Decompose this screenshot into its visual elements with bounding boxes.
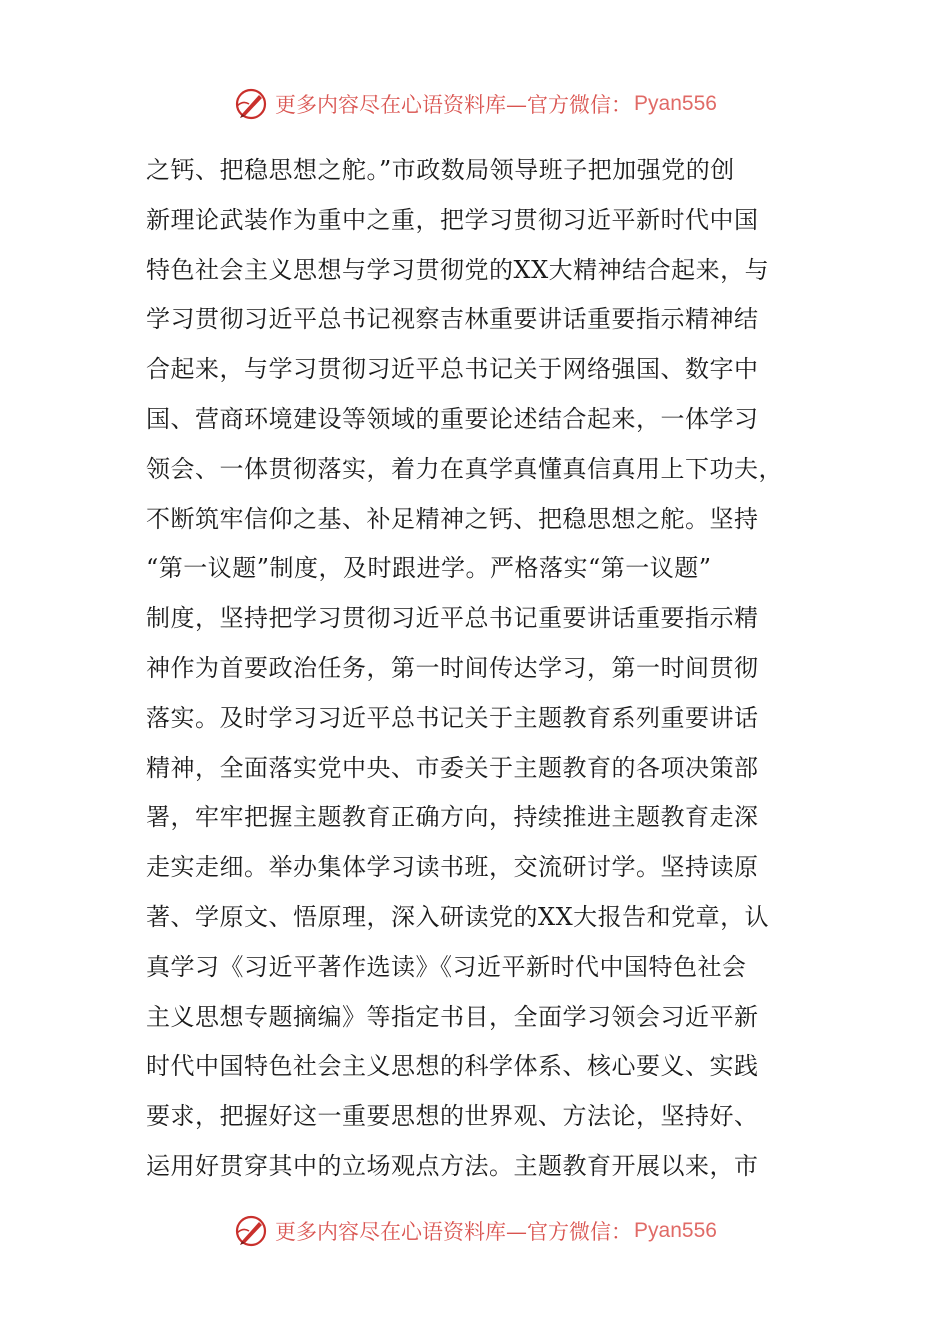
text-line: “第一议题”制度，及时跟进学。严格落实“第一议题” [146, 554, 712, 583]
text-line: 运用好贯穿其中的立场观点方法。主题教育开展以来，市 [146, 1151, 759, 1180]
text-line: 之钙、把稳思想之舵。”市政数局领导班子把加强党的创 [146, 156, 735, 184]
header-banner-text: 更多内容尽在心语资料库—官方微信： [275, 93, 633, 117]
text-line: 署，牢牢把握主题教育正确方向，持续推进主题教育走深 [146, 803, 759, 832]
footer-banner [0, 1211, 950, 1251]
footer-wechat-id: Pyan556 [634, 1219, 717, 1242]
pen-circle-logo-icon [233, 1213, 269, 1249]
text-line: 走实走细。举办集体学习读书班，交流研讨学。坚持读原 [146, 853, 759, 882]
text-line: 国、营商环境建设等领域的重要论述结合起来，一体学习 [146, 404, 759, 433]
text-line: 特色社会主义思想与学习贯彻党的XX大精神结合起来，与 [146, 255, 770, 284]
text-line: 著、学原文、悟原理，深入研读党的XX大报告和党章，认 [146, 902, 770, 931]
document-body [146, 146, 816, 1192]
text-line: 神作为首要政治任务，第一时间传达学习，第一时间贯彻 [146, 653, 759, 682]
text-line: 时代中国特色社会主义思想的科学体系、核心要义、实践 [146, 1052, 759, 1081]
text-line: 不断筑牢信仰之基、补足精神之钙、把稳思想之舵。坚持 [146, 504, 759, 533]
text-line: 合起来，与学习贯彻习近平总书记关于网络强国、数字中 [146, 355, 759, 384]
header-banner [0, 84, 950, 124]
text-line: 要求，把握好这一重要思想的世界观、方法论，坚持好、 [146, 1102, 759, 1131]
text-line: 新理论武装作为重中之重，把学习贯彻习近平新时代中国 [146, 205, 759, 234]
text-line: 主义思想专题摘编》等指定书目，全面学习领会习近平新 [146, 1002, 759, 1031]
pen-circle-logo-icon [233, 86, 269, 122]
footer-banner-text: 更多内容尽在心语资料库—官方微信： [275, 1220, 633, 1244]
text-line: 学习贯彻习近平总书记视察吉林重要讲话重要指示精神结 [146, 305, 759, 334]
text-line: 领会、一体贯彻落实，着力在真学真懂真信真用上下功夫， [146, 454, 783, 483]
text-line: 真学习《习近平著作选读》《习近平新时代中国特色社会 [146, 952, 747, 981]
text-line: 制度，坚持把学习贯彻习近平总书记重要讲话重要指示精 [146, 604, 759, 633]
header-wechat-id: Pyan556 [634, 92, 717, 115]
text-line: 落实。及时学习习近平总书记关于主题教育系列重要讲话 [146, 703, 759, 732]
text-line: 精神，全面落实党中央、市委关于主题教育的各项决策部 [146, 753, 759, 782]
